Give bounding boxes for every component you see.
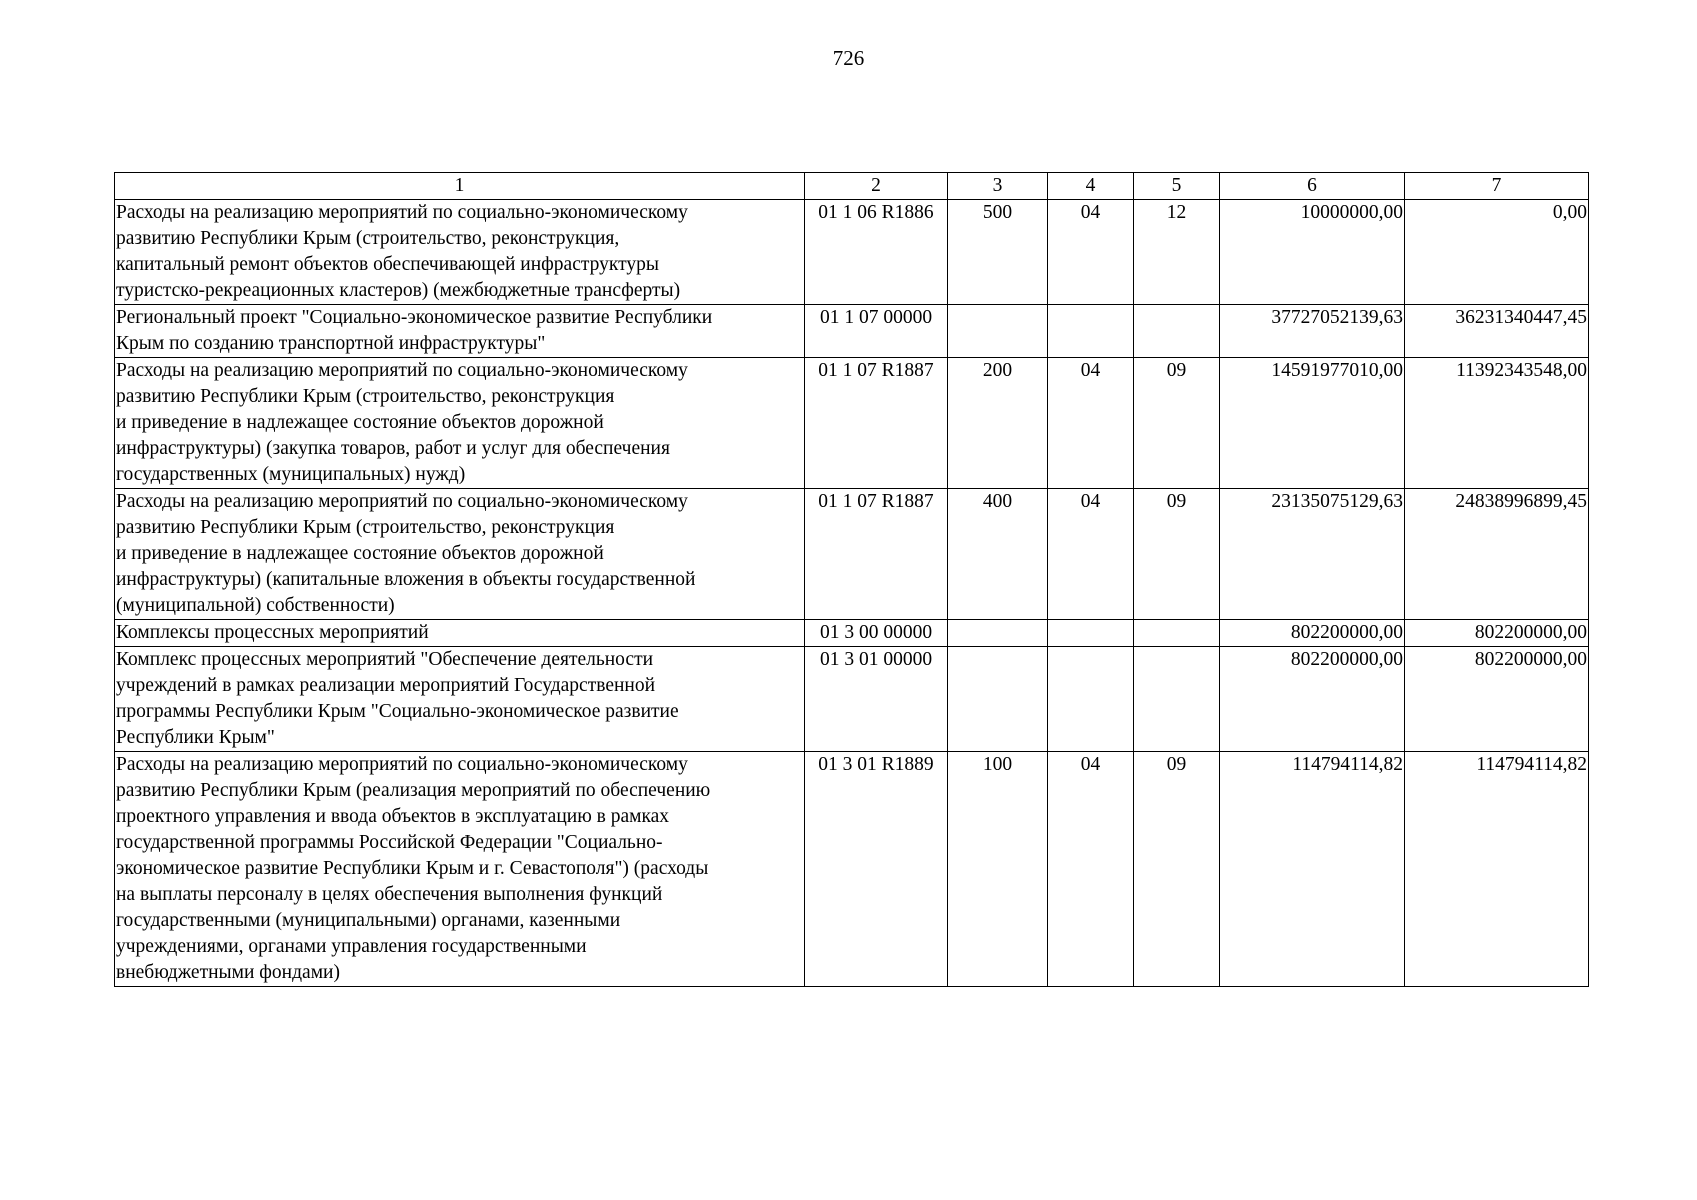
row-code: 01 1 07 00000 [805,305,948,358]
row-name: Расходы на реализацию мероприятий по социально-экономическому развитию Республики Крым (строительство, реконструкция, капитальный ремонт объектов обеспечивающей инфраструктуры туристско-рекреационных кластеров) (межбюджетные трансферты) [115,200,805,305]
row-sum-1: 802200000,00 [1220,620,1405,647]
row-pr: 09 [1134,752,1220,987]
row-vr: 500 [948,200,1048,305]
page-number: 726 [832,46,865,70]
table-row [115,358,1589,489]
row-rz: 04 [1048,358,1134,489]
table-row [115,200,1589,305]
row-pr [1134,305,1220,358]
header-col-2: 2 [805,173,948,200]
row-sum-2: 11392343548,00 [1405,358,1589,489]
row-sum-2: 114794114,82 [1405,752,1589,987]
row-vr [948,620,1048,647]
table-row [115,620,1589,647]
table-row [115,647,1589,752]
row-pr [1134,647,1220,752]
row-rz: 04 [1048,752,1134,987]
row-code: 01 3 00 00000 [805,620,948,647]
row-rz [1048,305,1134,358]
row-vr [948,647,1048,752]
table-row [115,752,1589,987]
budget-table [114,172,1589,987]
row-name: Комплекс процессных мероприятий "Обеспечение деятельности учреждений в рамках реализации мероприятий Государственной программы Республики Крым "Социально-экономическое развитие Республики Крым" [115,647,805,752]
table-header-row [115,173,1589,200]
row-sum-1: 37727052139,63 [1220,305,1405,358]
row-pr [1134,620,1220,647]
row-sum-2: 802200000,00 [1405,620,1589,647]
row-code: 01 3 01 R1889 [805,752,948,987]
row-pr: 09 [1134,489,1220,620]
row-name: Комплексы процессных мероприятий [115,620,805,647]
row-code: 01 3 01 00000 [805,647,948,752]
row-vr [948,305,1048,358]
row-code: 01 1 07 R1887 [805,489,948,620]
row-sum-1: 802200000,00 [1220,647,1405,752]
row-pr: 09 [1134,358,1220,489]
row-sum-2: 36231340447,45 [1405,305,1589,358]
header-col-4: 4 [1048,173,1134,200]
row-rz [1048,647,1134,752]
row-rz [1048,620,1134,647]
row-vr: 200 [948,358,1048,489]
row-vr: 100 [948,752,1048,987]
header-col-7: 7 [1405,173,1589,200]
header-col-3: 3 [948,173,1048,200]
row-vr: 400 [948,489,1048,620]
row-sum-1: 23135075129,63 [1220,489,1405,620]
row-name: Расходы на реализацию мероприятий по социально-экономическому развитию Республики Крым (строительство, реконструкция и приведение в надлежащее состояние объектов дорожной инфраструктуры) (закупка товаров, работ и услуг для обеспечения государственных (муниципальных) нужд) [115,358,805,489]
row-sum-2: 24838996899,45 [1405,489,1589,620]
row-rz: 04 [1048,489,1134,620]
row-sum-2: 802200000,00 [1405,647,1589,752]
row-name: Расходы на реализацию мероприятий по социально-экономическому развитию Республики Крым (реализация мероприятий по обеспечению проектного управления и ввода объектов в эксплуатацию в рамках государственной программы Российской Федерации "Социально- экономическое развитие Республики Крым и г. Севастополя") (расходы на выплаты персоналу в целях обеспечения выполнения функций государственными (муниципальными) органами, казенными учреждениями, органами управления государственными внебюджетными фондами) [115,752,805,987]
row-name: Расходы на реализацию мероприятий по социально-экономическому развитию Республики Крым (строительство, реконструкция и приведение в надлежащее состояние объектов дорожной инфраструктуры) (капитальные вложения в объекты государственной (муниципальной) собственности) [115,489,805,620]
row-sum-1: 10000000,00 [1220,200,1405,305]
table-row [115,305,1589,358]
row-code: 01 1 06 R1886 [805,200,948,305]
row-pr: 12 [1134,200,1220,305]
row-name: Региональный проект "Социально-экономическое развитие Республики Крым по созданию транспортной инфраструктуры" [115,305,805,358]
row-code: 01 1 07 R1887 [805,358,948,489]
row-sum-1: 114794114,82 [1220,752,1405,987]
row-sum-2: 0,00 [1405,200,1589,305]
row-rz: 04 [1048,200,1134,305]
header-col-6: 6 [1220,173,1405,200]
header-col-5: 5 [1134,173,1220,200]
header-col-1: 1 [115,173,805,200]
row-sum-1: 14591977010,00 [1220,358,1405,489]
table-row [115,489,1589,620]
